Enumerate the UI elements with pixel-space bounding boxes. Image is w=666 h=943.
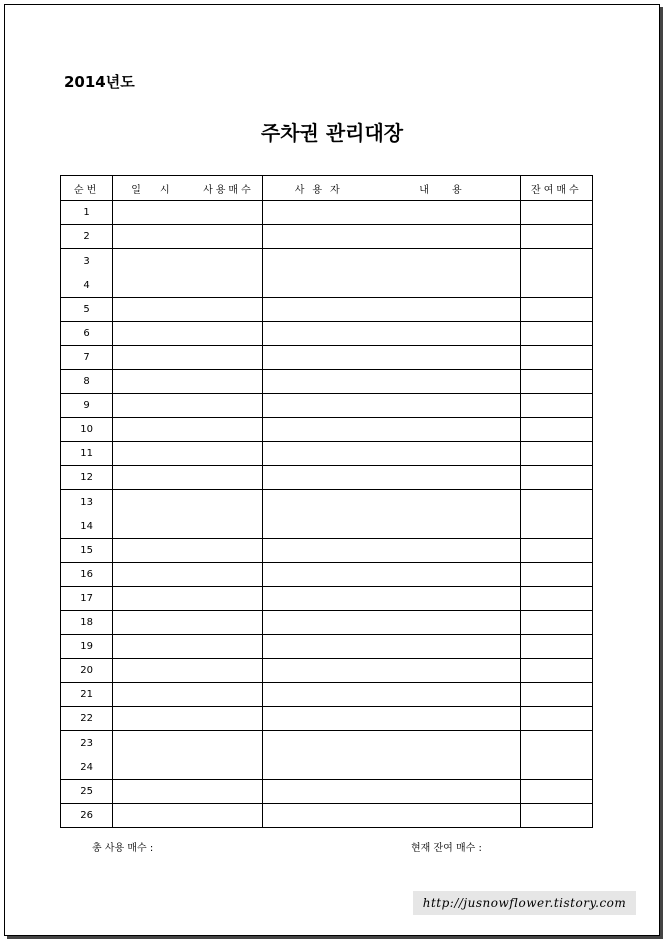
datetime-cell[interactable] xyxy=(113,707,263,731)
table-row xyxy=(61,249,593,298)
remaining-cell[interactable] xyxy=(520,587,592,611)
remaining-cell[interactable] xyxy=(520,418,592,442)
user-content-cell[interactable] xyxy=(262,563,520,587)
table-row xyxy=(61,611,593,635)
row-number-cell xyxy=(61,539,113,563)
datetime-cell[interactable] xyxy=(113,466,263,490)
table-row xyxy=(61,322,593,346)
header-datetime-count xyxy=(113,176,263,201)
header-content: 내 용 xyxy=(419,184,472,196)
row-number: 22 xyxy=(80,713,93,724)
table-row xyxy=(61,683,593,707)
user-content-cell[interactable] xyxy=(262,780,520,804)
user-content-cell[interactable] xyxy=(262,635,520,659)
table-row xyxy=(61,370,593,394)
row-number-cell xyxy=(61,466,113,490)
remaining-cell[interactable] xyxy=(520,201,592,225)
remaining-cell[interactable] xyxy=(520,539,592,563)
row-number-cell xyxy=(61,731,113,780)
row-number: 12 xyxy=(80,472,93,483)
row-number: 17 xyxy=(80,593,93,604)
document-year: 2014년도 xyxy=(64,73,135,91)
remaining-cell[interactable] xyxy=(520,683,592,707)
datetime-cell[interactable] xyxy=(113,249,263,298)
row-number-cell xyxy=(61,611,113,635)
footer-current-remaining: 현재 잔여 매수 : xyxy=(411,843,482,854)
table-row xyxy=(61,201,593,225)
row-number: 7 xyxy=(83,352,90,363)
user-content-cell[interactable] xyxy=(262,804,520,828)
remaining-cell[interactable] xyxy=(520,490,592,539)
datetime-cell[interactable] xyxy=(113,346,263,370)
row-number-cell xyxy=(61,322,113,346)
row-number: 1 xyxy=(83,207,90,218)
remaining-cell[interactable] xyxy=(520,442,592,466)
remaining-cell[interactable] xyxy=(520,659,592,683)
table-row xyxy=(61,442,593,466)
row-number: 3 xyxy=(83,255,90,267)
row-number-cell xyxy=(61,587,113,611)
row-number-cell xyxy=(61,659,113,683)
header-remaining: 잔여매수 xyxy=(520,176,592,201)
row-number-cell xyxy=(61,780,113,804)
row-number: 24 xyxy=(80,761,93,773)
row-number: 14 xyxy=(80,520,93,532)
row-number: 11 xyxy=(80,448,93,459)
remaining-cell[interactable] xyxy=(520,563,592,587)
row-number: 5 xyxy=(83,304,90,315)
datetime-cell[interactable] xyxy=(113,780,263,804)
row-number: 2 xyxy=(83,231,90,242)
row-number: 15 xyxy=(80,545,93,556)
datetime-cell[interactable] xyxy=(113,298,263,322)
row-number-cell xyxy=(61,225,113,249)
table-row xyxy=(61,731,593,780)
remaining-cell[interactable] xyxy=(520,249,592,298)
datetime-cell[interactable] xyxy=(113,804,263,828)
table-row xyxy=(61,466,593,490)
row-number: 13 xyxy=(80,496,93,508)
datetime-cell[interactable] xyxy=(113,322,263,346)
table-row xyxy=(61,780,593,804)
remaining-cell[interactable] xyxy=(520,804,592,828)
row-number-cell xyxy=(61,370,113,394)
remaining-cell[interactable] xyxy=(520,611,592,635)
user-content-cell[interactable] xyxy=(262,539,520,563)
row-number-cell xyxy=(61,563,113,587)
row-number-cell xyxy=(61,635,113,659)
datetime-cell[interactable] xyxy=(113,659,263,683)
datetime-cell[interactable] xyxy=(113,201,263,225)
user-content-cell[interactable] xyxy=(262,707,520,731)
user-content-cell[interactable] xyxy=(262,346,520,370)
user-content-cell[interactable] xyxy=(262,418,520,442)
row-number: 16 xyxy=(80,569,93,580)
remaining-cell[interactable] xyxy=(520,346,592,370)
table-row xyxy=(61,563,593,587)
row-number-cell xyxy=(61,346,113,370)
row-number: 21 xyxy=(80,689,93,700)
user-content-cell[interactable] xyxy=(262,587,520,611)
remaining-cell[interactable] xyxy=(520,394,592,418)
datetime-cell[interactable] xyxy=(113,563,263,587)
table-row xyxy=(61,635,593,659)
header-count: 사용매수 xyxy=(203,184,254,196)
footer-total-used: 총 사용 매수 : xyxy=(92,843,154,854)
remaining-cell[interactable] xyxy=(520,466,592,490)
user-content-cell[interactable] xyxy=(262,322,520,346)
table-row xyxy=(61,490,593,539)
table-row xyxy=(61,298,593,322)
datetime-cell[interactable] xyxy=(113,394,263,418)
ledger-table xyxy=(60,175,593,828)
user-content-cell[interactable] xyxy=(262,442,520,466)
header-user: 사용자 xyxy=(294,184,348,196)
row-number: 25 xyxy=(80,786,93,797)
row-number: 6 xyxy=(83,328,90,339)
ledger-body xyxy=(61,201,593,828)
row-number: 26 xyxy=(80,810,93,821)
user-content-cell[interactable] xyxy=(262,201,520,225)
datetime-cell[interactable] xyxy=(113,683,263,707)
table-row xyxy=(61,659,593,683)
row-number-cell xyxy=(61,707,113,731)
row-number: 20 xyxy=(80,665,93,676)
remaining-cell[interactable] xyxy=(520,225,592,249)
datetime-cell[interactable] xyxy=(113,611,263,635)
row-number-cell xyxy=(61,683,113,707)
remaining-cell[interactable] xyxy=(520,322,592,346)
row-number: 23 xyxy=(80,737,93,749)
row-number-cell xyxy=(61,442,113,466)
table-header-row xyxy=(61,176,593,201)
row-number: 8 xyxy=(83,376,90,387)
header-user-content xyxy=(262,176,520,201)
document-title: 주차권 관리대장 xyxy=(260,121,404,145)
row-number: 9 xyxy=(83,400,90,411)
user-content-cell[interactable] xyxy=(262,466,520,490)
user-content-cell[interactable] xyxy=(262,249,520,298)
row-number: 10 xyxy=(80,424,93,435)
row-number-cell xyxy=(61,249,113,298)
datetime-cell[interactable] xyxy=(113,635,263,659)
watermark-url: http://jusnowflower.tistory.com xyxy=(413,891,636,915)
row-number-cell xyxy=(61,490,113,539)
row-number: 19 xyxy=(80,641,93,652)
remaining-cell[interactable] xyxy=(520,298,592,322)
datetime-cell[interactable] xyxy=(113,225,263,249)
row-number-cell xyxy=(61,804,113,828)
datetime-cell[interactable] xyxy=(113,490,263,539)
user-content-cell[interactable] xyxy=(262,394,520,418)
user-content-cell[interactable] xyxy=(262,611,520,635)
row-number-cell xyxy=(61,298,113,322)
datetime-cell[interactable] xyxy=(113,418,263,442)
datetime-cell[interactable] xyxy=(113,370,263,394)
row-number: 4 xyxy=(83,279,90,291)
user-content-cell[interactable] xyxy=(262,659,520,683)
user-content-cell[interactable] xyxy=(262,298,520,322)
user-content-cell[interactable] xyxy=(262,731,520,780)
row-number-cell xyxy=(61,394,113,418)
row-number-cell xyxy=(61,418,113,442)
row-number: 18 xyxy=(80,617,93,628)
header-datetime: 일 시 xyxy=(131,184,178,196)
datetime-cell[interactable] xyxy=(113,442,263,466)
user-content-cell[interactable] xyxy=(262,370,520,394)
user-content-cell[interactable] xyxy=(262,490,520,539)
remaining-cell[interactable] xyxy=(520,731,592,780)
table-row xyxy=(61,225,593,249)
table-row xyxy=(61,418,593,442)
document-page xyxy=(4,4,660,936)
remaining-cell[interactable] xyxy=(520,707,592,731)
table-row xyxy=(61,394,593,418)
table-row xyxy=(61,346,593,370)
user-content-cell[interactable] xyxy=(262,683,520,707)
remaining-cell[interactable] xyxy=(520,780,592,804)
datetime-cell[interactable] xyxy=(113,731,263,780)
datetime-cell[interactable] xyxy=(113,587,263,611)
remaining-cell[interactable] xyxy=(520,370,592,394)
table-row xyxy=(61,804,593,828)
table-row xyxy=(61,707,593,731)
remaining-cell[interactable] xyxy=(520,635,592,659)
row-number-cell xyxy=(61,201,113,225)
table-row xyxy=(61,587,593,611)
user-content-cell[interactable] xyxy=(262,225,520,249)
datetime-cell[interactable] xyxy=(113,539,263,563)
table-row xyxy=(61,539,593,563)
header-seq: 순번 xyxy=(61,176,113,201)
